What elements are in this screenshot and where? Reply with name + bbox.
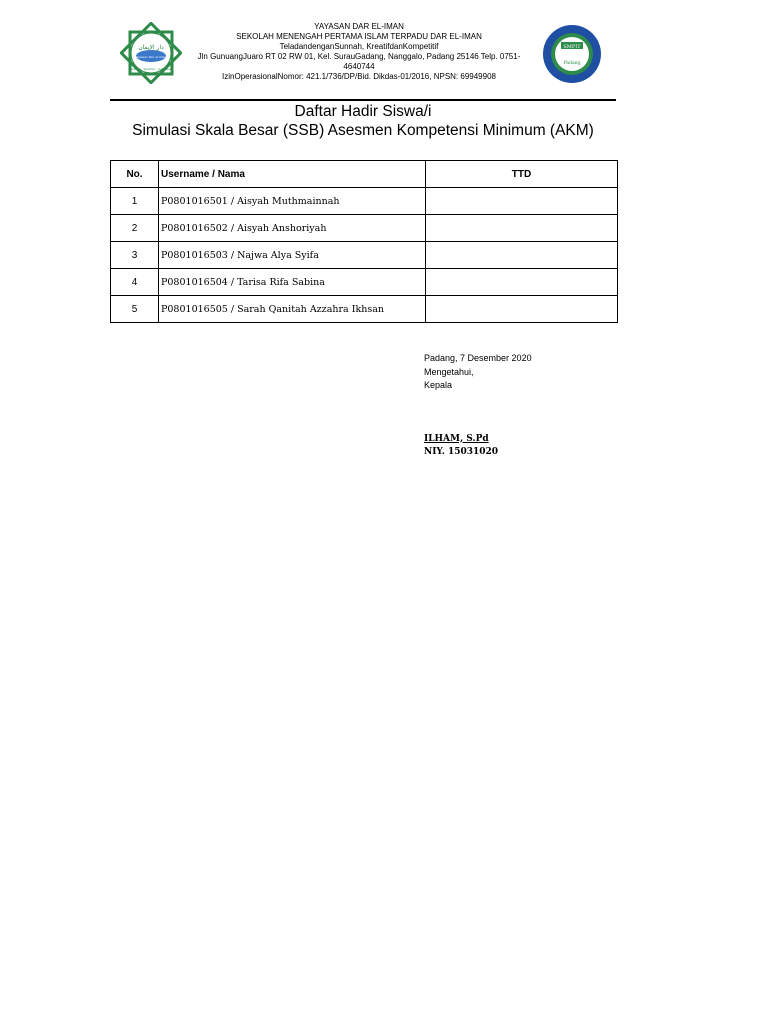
role-label: Kepala (424, 380, 453, 390)
row-no: 4 (111, 269, 159, 296)
place-date: Padang, 7 Desember 2020 (424, 353, 532, 363)
smpit-logo (534, 24, 612, 84)
logo-left-arabic: دار الإيمان (138, 44, 164, 51)
motto: TeladandenganSunnah, KreatifdanKompetitif (279, 42, 439, 51)
row-no: 1 (111, 188, 159, 215)
row-name: P0801016503 / Najwa Alya Syifa (159, 242, 426, 269)
title-line-2: Simulasi Skala Besar (SSB) Asesmen Kompetensi Minimum (AKM) (132, 122, 594, 139)
row-signature-cell (426, 269, 618, 296)
row-no: 3 (111, 242, 159, 269)
row-no: 2 (111, 215, 159, 242)
table-row (111, 269, 618, 296)
signatory-id: NIY. 15031020 (424, 447, 499, 457)
signature-space (424, 393, 532, 433)
row-signature-cell (426, 296, 618, 323)
table-row (111, 242, 618, 269)
signature-block (424, 352, 532, 460)
address: Jln GunuangJuaro RT 02 RW 01, Kel. SurauGadang, Nanggalo, Padang 25146 Telp. 0751-4640744 (197, 52, 521, 71)
logo-right-sub: Padang (563, 61, 581, 66)
acknowledged-label: Mengetahui, (424, 366, 474, 377)
row-name: P0801016501 / Aisyah Muthmainnah (159, 188, 426, 215)
row-name: P0801016502 / Aisyah Anshoriyah (159, 215, 426, 242)
permit: IzinOperasionalNomor: 421.1/736/DP/Bid. Dikdas-01/2016, NPSN: 69949908 (222, 72, 496, 81)
row-no: 5 (111, 296, 159, 323)
table-row (111, 215, 618, 242)
table-row (111, 188, 618, 215)
org-name: YAYASAN DAR EL-IMAN (314, 22, 404, 31)
school-name: SEKOLAH MENENGAH PERTAMA ISLAM TERPADU DAR EL-IMAN (236, 32, 482, 41)
logo-right-text: SMPIT (563, 44, 581, 50)
yayasan-logo (120, 22, 182, 84)
letterhead (188, 22, 530, 82)
header-no: No. (111, 161, 159, 188)
title-line-1: Daftar Hadir Siswa/i (294, 103, 432, 120)
row-signature-cell (426, 215, 618, 242)
signatory-name: ILHAM, S.Pd (424, 433, 489, 444)
logo-left-text: Yayasan Dar el-Iman (135, 55, 167, 59)
header-name: Username / Nama (159, 161, 426, 188)
table-header-row (111, 161, 618, 188)
logo-left-ring: Padang - Sumbar - Indonesia (129, 67, 173, 71)
table-row (111, 296, 618, 323)
row-signature-cell (426, 188, 618, 215)
document-title (110, 102, 616, 140)
header-ttd: TTD (426, 161, 618, 188)
attendance-table (110, 160, 618, 323)
header-divider (110, 99, 616, 101)
row-signature-cell (426, 242, 618, 269)
row-name: P0801016505 / Sarah Qanitah Azzahra Ikhsan (159, 296, 426, 323)
row-name: P0801016504 / Tarisa Rifa Sabina (159, 269, 426, 296)
